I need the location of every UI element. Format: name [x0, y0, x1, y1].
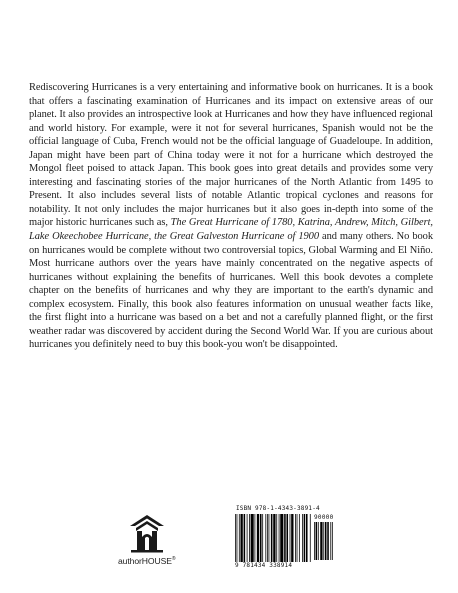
isbn-number: ISBN 978-1-4343-3891-4: [236, 505, 320, 512]
publisher-name: [118, 556, 188, 566]
publisher-name-suffix: HOUSE: [141, 556, 172, 566]
house-logo-icon: [129, 515, 165, 553]
description-text-part-2: and many others. No book on hurricanes would be complete without two controversial topics, Global Warming and El Niño. Most hurricane authors over the years have mainly concentrated on the negative aspects of hurricanes without explaining the benefits of hurricanes. Well this book devotes a complete chapter on the benefits of hurricanes and why they are important to the earth's dynamic and complex ecosystem. Finally, this book also features information on unusual weather facts like, the first flight into a hurricane was based on a bet and not a carefully planned flight, or the first weather radar was discovered by accident during the Second World War. If you are curious about hurricanes you definitely need to buy this book-you won't be disappointed.: [29, 231, 433, 351]
registered-mark: ®: [171, 556, 176, 562]
publisher-name-prefix: author: [118, 556, 142, 566]
publisher-logo: [118, 515, 178, 573]
description-paragraph: [29, 81, 433, 352]
description-italic-hurricane-names: The Great Hurricane of 1780, Katrina, Andrew, Mitch, Gilbert, Lake Okeechobee Hurricane, the Great Galveston Hurricane of 1900: [29, 217, 433, 243]
ean-barcode: [235, 514, 311, 562]
back-cover-description: [29, 81, 433, 352]
isbn-barcode-block: [231, 505, 342, 571]
barcode-digits: 9 781434 338914: [235, 562, 293, 569]
price-addon-digits: 90000: [314, 514, 334, 521]
price-addon-barcode: [314, 522, 338, 560]
description-text-part-1: Rediscovering Hurricanes is a very entertaining and informative book on hurricanes. It is a book that offers a fascinating examination of Hurricanes and its impact on extensive areas of our planet. It also provides an introspective look at Hurricanes and how they have influenced regional and world history. For example, were it not for several hurricanes, Spanish would not be the official language of Cuba, French would not be the official language of Guadeloupe. In addition, Japan might have been part of China today were it not for a hurricane which destroyed the Mongol fleet poised to attack Japan. This book goes into great details and provides some very interesting and fascinating stories of the major hurricanes of the North Atlantic from 1495 to Present. It also includes several lists of notable Atlantic tropical cyclones and reasons for notability. It not only includes the major hurricanes but it also goes in-depth into some of the major historic hurricanes such as,: [29, 82, 433, 229]
